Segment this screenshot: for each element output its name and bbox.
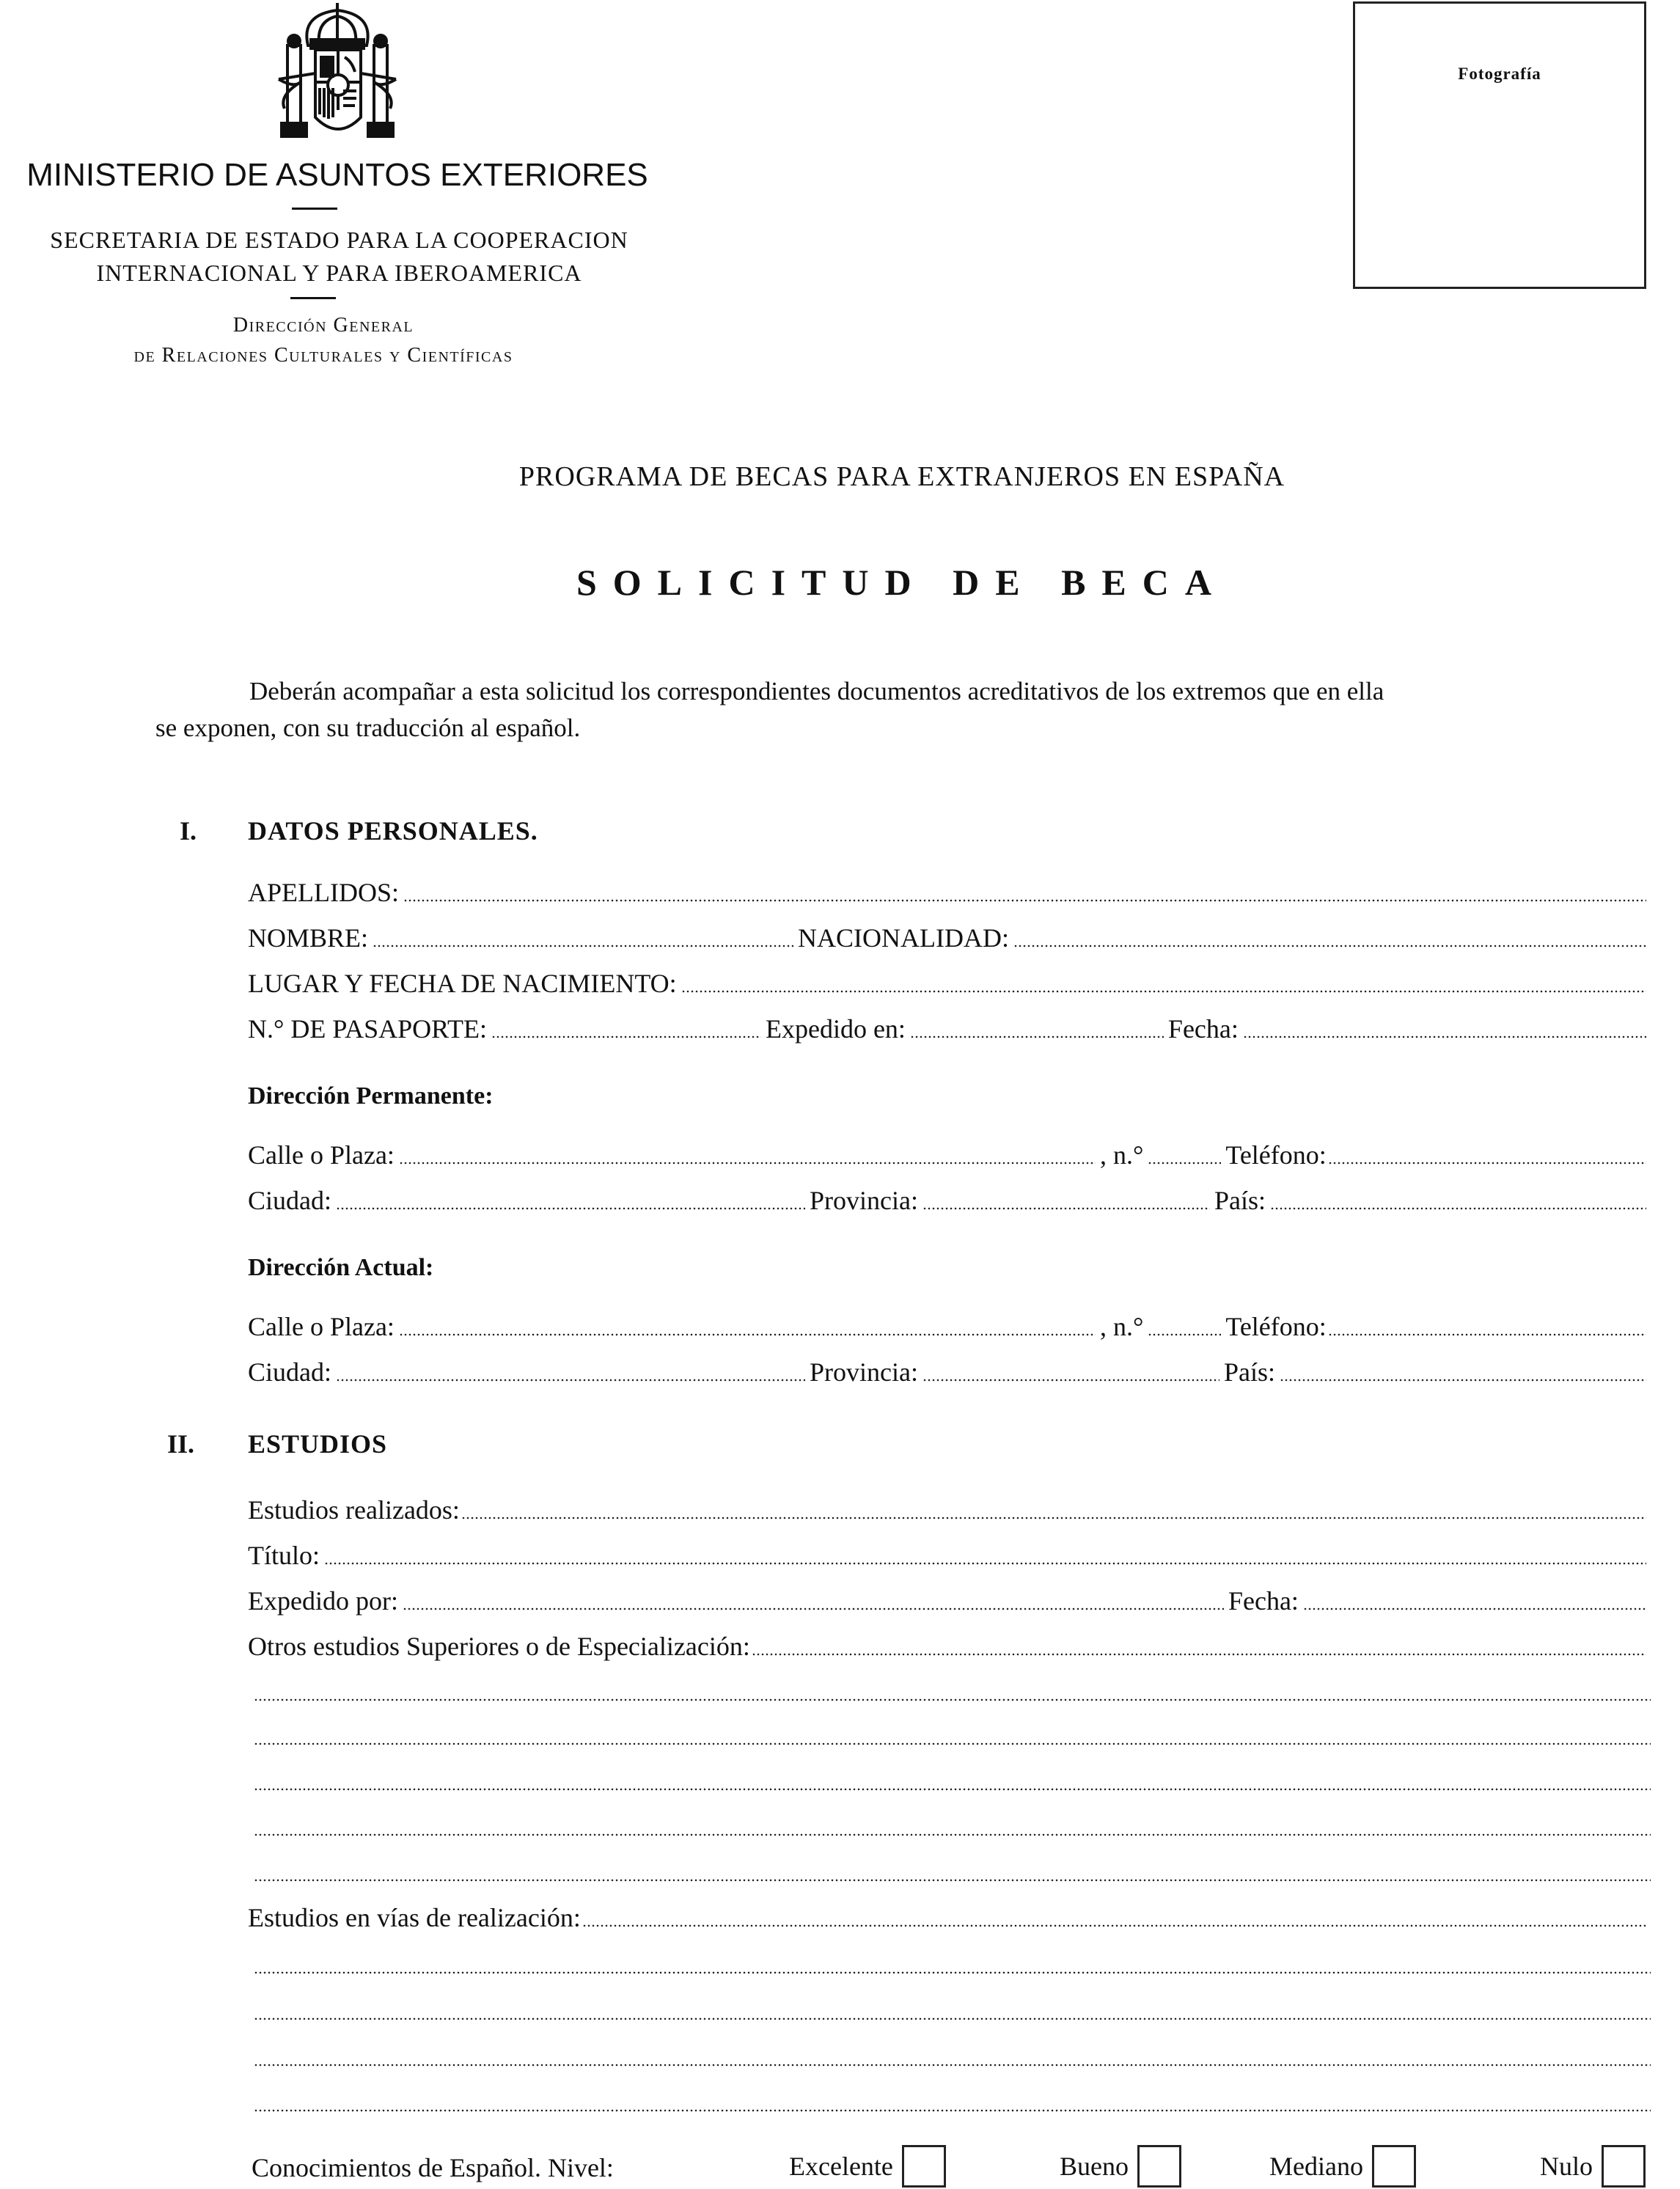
label-actual-calle: Calle o Plaza: <box>248 1312 395 1341</box>
label-actual-pais: País: <box>1223 1357 1275 1387</box>
field-lugar-fecha-nacimiento <box>248 962 1651 999</box>
secretaria-name <box>0 224 678 290</box>
input-nombre[interactable] <box>373 945 793 947</box>
input-fecha-pasaporte[interactable] <box>1243 1035 1646 1038</box>
label-fecha-pasaporte: Fecha: <box>1167 1014 1239 1044</box>
label-perm-calle: Calle o Plaza: <box>248 1140 395 1170</box>
divider <box>292 208 337 210</box>
intro-line-1: Deberán acompañar a esta solicitud los correspondientes documentos acreditativos de los extremos que en ella <box>249 677 1384 705</box>
field-titulo <box>248 1534 1651 1571</box>
input-perm-ciudad[interactable] <box>336 1207 805 1210</box>
input-estudios-en-vias-line-4[interactable] <box>254 2064 1651 2067</box>
input-perm-calle[interactable] <box>399 1162 1096 1165</box>
label-actual-telefono: Teléfono: <box>1225 1312 1327 1341</box>
input-perm-pais[interactable] <box>1270 1207 1646 1210</box>
input-lugar-fecha-nacimiento[interactable] <box>681 990 1646 993</box>
input-estudios-en-vias-line-3[interactable] <box>254 2017 1651 2020</box>
input-titulo[interactable] <box>324 1562 1646 1565</box>
label-lugar-fecha-nacimiento: LUGAR Y FECHA DE NACIMIENTO: <box>248 969 677 998</box>
label-pasaporte: N.° DE PASAPORTE: <box>248 1014 487 1044</box>
intro-paragraph <box>155 673 1666 747</box>
input-perm-numero[interactable] <box>1148 1162 1221 1165</box>
input-fecha-titulo[interactable] <box>1303 1607 1646 1610</box>
option-mediano[interactable] <box>1269 2145 1416 2188</box>
input-otros-estudios-line-4[interactable] <box>254 1788 1651 1791</box>
section-2-title: ESTUDIOS <box>248 1429 388 1459</box>
field-pasaporte <box>248 1008 1651 1044</box>
checkbox-mediano[interactable] <box>1372 2145 1416 2188</box>
program-title: PROGRAMA DE BECAS PARA EXTRANJEROS EN ESPAÑA <box>518 461 1285 492</box>
option-mediano-label: Mediano <box>1269 2152 1363 2181</box>
label-perm-telefono: Teléfono: <box>1225 1140 1327 1170</box>
direccion-general <box>44 310 603 370</box>
option-nulo-label: Nulo <box>1540 2152 1593 2181</box>
input-otros-estudios[interactable] <box>752 1653 1646 1656</box>
ministry-name: MINISTERIO DE ASUNTOS EXTERIORES <box>26 157 648 193</box>
field-perm-calle <box>248 1134 1651 1170</box>
input-actual-pais[interactable] <box>1280 1379 1646 1382</box>
option-bueno-label: Bueno <box>1060 2152 1129 2181</box>
input-otros-estudios-line-6[interactable] <box>254 1879 1651 1882</box>
input-otros-estudios-line-5[interactable] <box>254 1833 1651 1836</box>
field-actual-calle <box>248 1305 1651 1342</box>
input-perm-telefono[interactable] <box>1328 1162 1646 1165</box>
direccion-line-2: de Relaciones Culturales y Científicas <box>133 344 513 367</box>
spanish-level-label: Conocimientos de Español. Nivel: <box>252 2153 614 2182</box>
option-excelente-label: Excelente <box>789 2152 893 2181</box>
label-perm-provincia: Provincia: <box>810 1186 918 1215</box>
form-title: SOLICITUD DE BECA <box>576 562 1228 603</box>
section-2-number: II. <box>167 1429 195 1459</box>
field-nombre-nacionalidad <box>248 917 1651 953</box>
label-perm-pais: País: <box>1214 1186 1266 1215</box>
secretaria-line-1: SECRETARIA DE ESTADO PARA LA COOPERACION <box>50 227 628 253</box>
field-actual-ciudad <box>248 1351 1651 1387</box>
label-actual-provincia: Provincia: <box>810 1357 918 1387</box>
spanish-coat-of-arms-icon <box>249 0 425 143</box>
direccion-line-1: Dirección General <box>232 314 414 337</box>
input-estudios-en-vias[interactable] <box>582 1924 1646 1927</box>
input-nacionalidad[interactable] <box>1013 945 1646 947</box>
direccion-actual-heading: Dirección Actual: <box>248 1254 434 1281</box>
label-perm-ciudad: Ciudad: <box>248 1186 331 1215</box>
label-otros-estudios: Otros estudios Superiores o de Especialización: <box>248 1632 750 1661</box>
photo-box[interactable] <box>1353 1 1646 289</box>
input-actual-provincia[interactable] <box>922 1379 1219 1382</box>
input-actual-ciudad[interactable] <box>336 1379 805 1382</box>
spanish-level-row <box>252 2145 1680 2189</box>
label-expedido-por: Expedido por: <box>248 1586 398 1616</box>
label-actual-ciudad: Ciudad: <box>248 1357 331 1387</box>
field-estudios-en-vias <box>248 1896 1651 1933</box>
field-estudios-realizados <box>248 1489 1651 1525</box>
label-titulo: Título: <box>248 1541 320 1570</box>
input-expedido-en[interactable] <box>910 1035 1164 1038</box>
field-apellidos <box>248 871 1651 908</box>
input-actual-numero[interactable] <box>1148 1333 1221 1336</box>
label-perm-numero: , n.° <box>1099 1140 1144 1170</box>
field-expedido-por <box>248 1580 1651 1616</box>
input-estudios-realizados[interactable] <box>461 1517 1646 1519</box>
input-otros-estudios-line-3[interactable] <box>254 1742 1651 1745</box>
input-otros-estudios-line-2[interactable] <box>254 1698 1651 1701</box>
section-1-number: I. <box>180 816 197 846</box>
input-estudios-en-vias-line-2[interactable] <box>254 1971 1651 1974</box>
checkbox-excelente[interactable] <box>902 2145 946 2188</box>
label-estudios-en-vias: Estudios en vías de realización: <box>248 1903 581 1932</box>
label-expedido-en: Expedido en: <box>765 1014 906 1044</box>
label-apellidos: APELLIDOS: <box>248 878 399 907</box>
input-expedido-por[interactable] <box>403 1607 1224 1610</box>
input-estudios-en-vias-line-5[interactable] <box>254 2109 1651 2112</box>
input-perm-provincia[interactable] <box>922 1207 1210 1210</box>
secretaria-line-2: INTERNACIONAL Y PARA IBEROAMERICA <box>96 260 582 286</box>
divider <box>290 297 336 299</box>
input-pasaporte[interactable] <box>491 1035 761 1038</box>
input-apellidos[interactable] <box>403 899 1646 902</box>
field-perm-ciudad <box>248 1179 1651 1216</box>
direccion-permanente-heading: Dirección Permanente: <box>248 1082 494 1110</box>
input-actual-telefono[interactable] <box>1328 1333 1646 1336</box>
label-nombre: NOMBRE: <box>248 923 369 953</box>
label-actual-numero: , n.° <box>1099 1312 1144 1341</box>
field-otros-estudios <box>248 1625 1651 1662</box>
option-excelente[interactable] <box>789 2145 946 2188</box>
checkbox-nulo[interactable] <box>1602 2145 1646 2188</box>
intro-line-2: se exponen, con su traducción al español. <box>155 714 581 742</box>
input-actual-calle[interactable] <box>399 1333 1096 1336</box>
label-estudios-realizados: Estudios realizados: <box>248 1495 460 1525</box>
label-fecha-titulo: Fecha: <box>1228 1586 1299 1616</box>
option-bueno[interactable] <box>1060 2145 1181 2188</box>
checkbox-bueno[interactable] <box>1137 2145 1181 2188</box>
section-1-title: DATOS PERSONALES. <box>248 816 538 846</box>
label-nacionalidad: NACIONALIDAD: <box>798 923 1009 953</box>
option-nulo[interactable] <box>1540 2145 1646 2188</box>
photo-label: Fotografía <box>1458 65 1541 83</box>
